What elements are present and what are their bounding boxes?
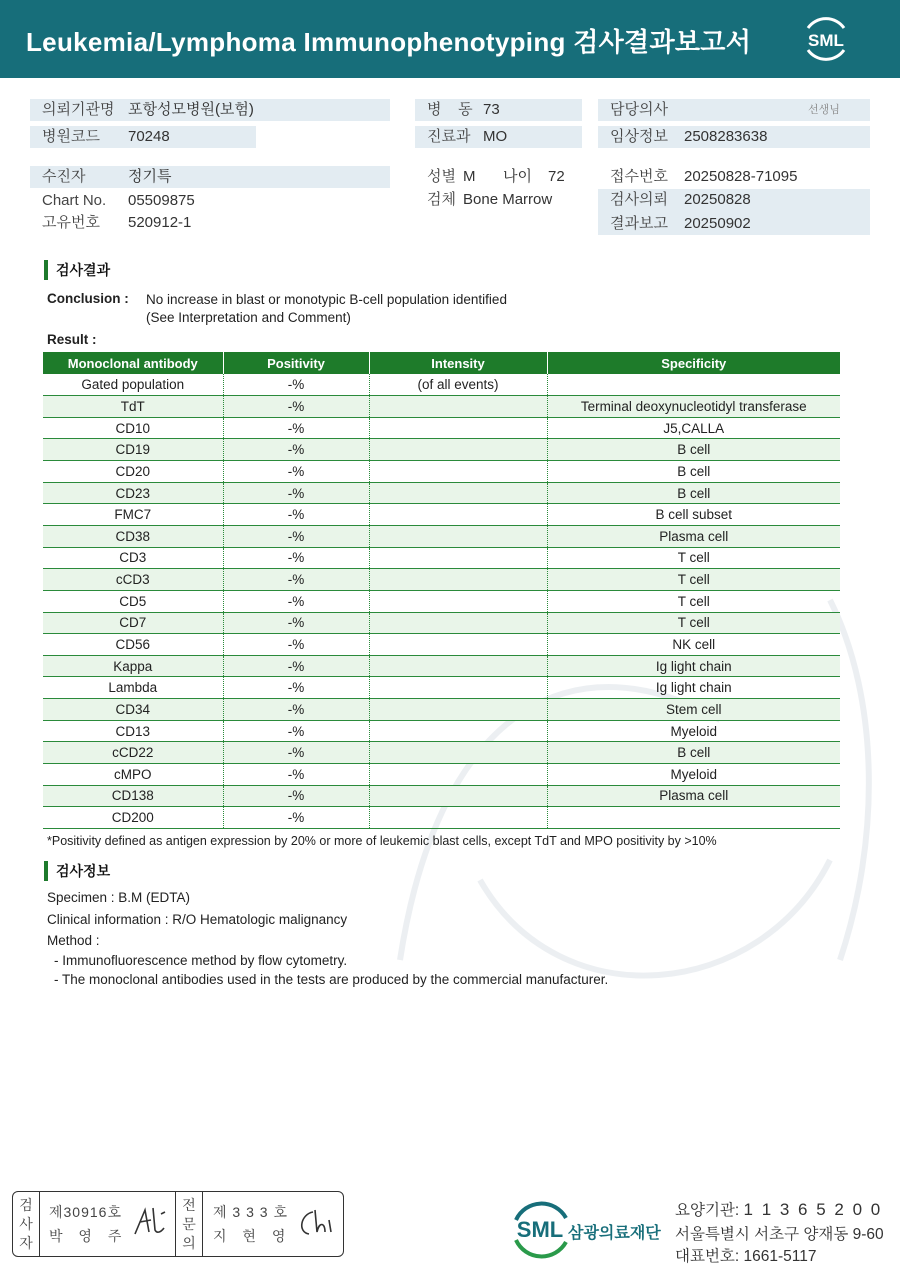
positivity-cell: -%	[223, 569, 369, 591]
positivity-cell: -%	[223, 482, 369, 504]
divider	[175, 1192, 176, 1256]
table-row	[43, 461, 840, 483]
conclusion-text	[146, 291, 507, 327]
table-row	[43, 764, 840, 786]
report-title: Leukemia/Lymphoma Immunophenotyping 검사결과보고서	[26, 27, 752, 57]
chart-label: Chart No.	[42, 192, 107, 209]
positivity-cell: -%	[223, 699, 369, 721]
result-label: Result :	[47, 332, 97, 347]
specificity-cell: T cell	[547, 569, 840, 591]
table-row	[43, 655, 840, 677]
table-row	[43, 590, 840, 612]
institution-code-label: 요양기관:	[675, 1202, 740, 1219]
tester-license: 제30916호	[49, 1204, 122, 1220]
antibody-cell: CD200	[43, 807, 223, 829]
positivity-cell: -%	[223, 439, 369, 461]
specialist-head: 전 문 의	[182, 1197, 196, 1251]
doctor-row	[598, 99, 870, 121]
antibody-cell: CD34	[43, 699, 223, 721]
unique-row	[30, 212, 390, 234]
antibody-cell: CD13	[43, 720, 223, 742]
table-row	[43, 785, 840, 807]
receipt-row	[598, 166, 870, 188]
table-row	[43, 569, 840, 591]
intensity-cell	[369, 396, 547, 418]
specificity-cell: T cell	[547, 590, 840, 612]
results-heading: 검사결과	[44, 260, 110, 280]
request-value: 20250828	[684, 191, 751, 208]
tester-signature	[131, 1204, 173, 1240]
institution-label: 의뢰기관명	[42, 101, 115, 118]
positivity-cell: -%	[223, 785, 369, 807]
age-value: 72	[548, 168, 565, 185]
antibody-cell: cCD3	[43, 569, 223, 591]
result-table-body	[43, 374, 840, 828]
clinical-info-label: 임상정보	[610, 128, 668, 145]
doctor-label: 담당의사	[610, 101, 668, 118]
department-label: 진료과	[427, 128, 471, 145]
column-header: Specificity	[547, 352, 840, 374]
positivity-cell: -%	[223, 764, 369, 786]
unique-value: 520912-1	[128, 214, 192, 231]
specificity-cell: Stem cell	[547, 699, 840, 721]
antibody-cell: CD3	[43, 547, 223, 569]
specificity-cell: B cell	[547, 439, 840, 461]
table-row	[43, 807, 840, 829]
report-value: 20250902	[684, 215, 751, 232]
department-row	[415, 126, 582, 148]
request-label: 검사의뢰	[610, 191, 668, 208]
specificity-cell: Ig light chain	[547, 655, 840, 677]
antibody-cell: Kappa	[43, 655, 223, 677]
column-header: Positivity	[223, 352, 369, 374]
specificity-cell: Plasma cell	[547, 525, 840, 547]
intensity-cell	[369, 569, 547, 591]
institution-value: 포항성모병원(보험)	[128, 101, 254, 118]
intensity-cell	[369, 720, 547, 742]
specificity-cell	[547, 374, 840, 396]
column-header: Intensity	[369, 352, 547, 374]
specificity-cell: Terminal deoxynucleotidyl transferase	[547, 396, 840, 418]
patient-value: 정기특	[128, 168, 172, 185]
intensity-cell	[369, 417, 547, 439]
intensity-cell	[369, 482, 547, 504]
positivity-cell: -%	[223, 417, 369, 439]
result-table	[43, 352, 840, 829]
tester-head: 검 사 자	[19, 1197, 33, 1251]
specialist-name: 지 현 영	[213, 1228, 292, 1244]
positivity-cell: -%	[223, 590, 369, 612]
sml-logo-icon	[800, 14, 852, 64]
svg-text:SML: SML	[808, 31, 844, 50]
positivity-cell: -%	[223, 461, 369, 483]
table-row	[43, 699, 840, 721]
antibody-cell: CD7	[43, 612, 223, 634]
hospital-code-value: 70248	[128, 128, 170, 145]
conclusion-line-1: No increase in blast or monotypic B-cell population identified	[146, 292, 507, 307]
table-row	[43, 396, 840, 418]
intensity-cell	[369, 785, 547, 807]
ward-row	[415, 99, 582, 121]
specimen-value: Bone Marrow	[463, 191, 553, 208]
signature-box	[12, 1191, 344, 1257]
ward-value: 73	[483, 101, 500, 118]
sex-age-row	[415, 166, 585, 188]
positivity-cell: -%	[223, 655, 369, 677]
specificity-cell: B cell	[547, 742, 840, 764]
antibody-cell: CD138	[43, 785, 223, 807]
clinical-info-value: 2508283638	[684, 128, 768, 145]
conclusion-label: Conclusion :	[47, 291, 129, 306]
method-line-1: - Immunofluorescence method by flow cytometry.	[54, 953, 348, 968]
ward-label: 병 동	[427, 101, 473, 118]
specificity-cell	[547, 807, 840, 829]
table-row	[43, 612, 840, 634]
report-label: 결과보고	[610, 215, 668, 232]
address-line: 서울특별시 서초구 양재동 9-60	[675, 1226, 884, 1243]
table-row	[43, 439, 840, 461]
tester-name: 박 영 주	[49, 1228, 128, 1244]
table-row	[43, 504, 840, 526]
institution-code-line	[675, 1198, 882, 1220]
intensity-cell	[369, 807, 547, 829]
positivity-cell: -%	[223, 547, 369, 569]
svg-text:SML: SML	[516, 1217, 564, 1242]
table-row	[43, 374, 840, 396]
antibody-cell: cCD22	[43, 742, 223, 764]
divider	[39, 1192, 40, 1256]
phone-value: 1661-5117	[743, 1248, 817, 1265]
positivity-cell: -%	[223, 634, 369, 656]
specificity-cell: J5,CALLA	[547, 417, 840, 439]
positivity-cell: -%	[223, 504, 369, 526]
specificity-cell: B cell subset	[547, 504, 840, 526]
specificity-cell: Plasma cell	[547, 785, 840, 807]
intensity-cell	[369, 634, 547, 656]
receipt-label: 접수번호	[610, 168, 668, 185]
specificity-cell: T cell	[547, 547, 840, 569]
intensity-cell	[369, 461, 547, 483]
antibody-cell: CD10	[43, 417, 223, 439]
hospital-code-label: 병원코드	[42, 128, 100, 145]
positivity-cell: -%	[223, 612, 369, 634]
report-header	[0, 0, 900, 78]
phone-label: 대표번호:	[675, 1248, 740, 1265]
receipt-value: 20250828-71095	[684, 168, 798, 185]
specimen-row	[415, 189, 585, 211]
age-label: 나이	[503, 168, 532, 185]
intensity-cell	[369, 504, 547, 526]
chart-value: 05509875	[128, 192, 195, 209]
table-row	[43, 677, 840, 699]
antibody-cell: Gated population	[43, 374, 223, 396]
doctor-suffix: 선생님	[808, 104, 840, 116]
date-block	[598, 189, 870, 235]
positivity-cell: -%	[223, 720, 369, 742]
specificity-cell: Myeloid	[547, 764, 840, 786]
intensity-cell	[369, 439, 547, 461]
specialist-signature	[295, 1206, 337, 1240]
specimen-line: Specimen : B.M (EDTA)	[47, 890, 191, 905]
intensity-cell	[369, 699, 547, 721]
department-value: MO	[483, 128, 508, 145]
specificity-cell: Ig light chain	[547, 677, 840, 699]
intensity-cell	[369, 764, 547, 786]
intensity-cell	[369, 525, 547, 547]
antibody-cell: CD23	[43, 482, 223, 504]
intensity-cell	[369, 590, 547, 612]
specificity-cell: Myeloid	[547, 720, 840, 742]
institution-row	[30, 99, 390, 121]
positivity-cell: -%	[223, 525, 369, 547]
antibody-cell: CD19	[43, 439, 223, 461]
antibody-cell: CD20	[43, 461, 223, 483]
positivity-cell: -%	[223, 742, 369, 764]
specialist-license: 제 3 3 3 호	[213, 1204, 288, 1220]
hospital-code-row	[30, 126, 256, 148]
intensity-cell	[369, 655, 547, 677]
positivity-cell: -%	[223, 677, 369, 699]
chart-row	[30, 190, 390, 212]
table-row	[43, 482, 840, 504]
table-row	[43, 547, 840, 569]
sex-value: M	[463, 168, 476, 185]
specificity-cell: T cell	[547, 612, 840, 634]
clinical-line: Clinical information : R/O Hematologic malignancy	[47, 912, 348, 927]
method-label: Method :	[47, 933, 100, 948]
test-info-heading: 검사정보	[44, 861, 110, 881]
positivity-footnote: *Positivity defined as antigen expression by 20% or more of leukemic blast cells, except TdT and MPO positivity by >10%	[47, 834, 717, 848]
phone-line	[675, 1244, 817, 1266]
method-line-2: - The monoclonal antibodies used in the tests are produced by the commercial manufacturer.	[54, 972, 609, 987]
conclusion-line-2: (See Interpretation and Comment)	[146, 310, 351, 325]
clinical-info-row	[598, 126, 870, 148]
intensity-cell: (of all events)	[369, 374, 547, 396]
intensity-cell	[369, 742, 547, 764]
divider	[202, 1192, 203, 1256]
institution-code: 1 1 3 6 5 2 0 0	[743, 1200, 883, 1219]
specificity-cell: B cell	[547, 461, 840, 483]
table-header-row	[43, 352, 840, 374]
intensity-cell	[369, 677, 547, 699]
antibody-cell: CD5	[43, 590, 223, 612]
antibody-cell: cMPO	[43, 764, 223, 786]
intensity-cell	[369, 612, 547, 634]
antibody-cell: CD56	[43, 634, 223, 656]
table-row	[43, 634, 840, 656]
antibody-cell: FMC7	[43, 504, 223, 526]
table-row	[43, 742, 840, 764]
positivity-cell: -%	[223, 374, 369, 396]
table-row	[43, 720, 840, 742]
antibody-cell: TdT	[43, 396, 223, 418]
intensity-cell	[369, 547, 547, 569]
antibody-cell: CD38	[43, 525, 223, 547]
unique-label: 고유번호	[42, 214, 100, 231]
sex-label: 성별	[427, 168, 456, 185]
patient-label: 수진자	[42, 168, 86, 185]
table-row	[43, 417, 840, 439]
positivity-cell: -%	[223, 396, 369, 418]
patient-row	[30, 166, 390, 188]
specimen-label: 검체	[427, 191, 456, 208]
table-row	[43, 525, 840, 547]
specificity-cell: B cell	[547, 482, 840, 504]
antibody-cell: Lambda	[43, 677, 223, 699]
column-header: Monoclonal antibody	[43, 352, 223, 374]
positivity-cell: -%	[223, 807, 369, 829]
specificity-cell: NK cell	[547, 634, 840, 656]
footer-brand: 삼광의료재단	[568, 1225, 661, 1242]
